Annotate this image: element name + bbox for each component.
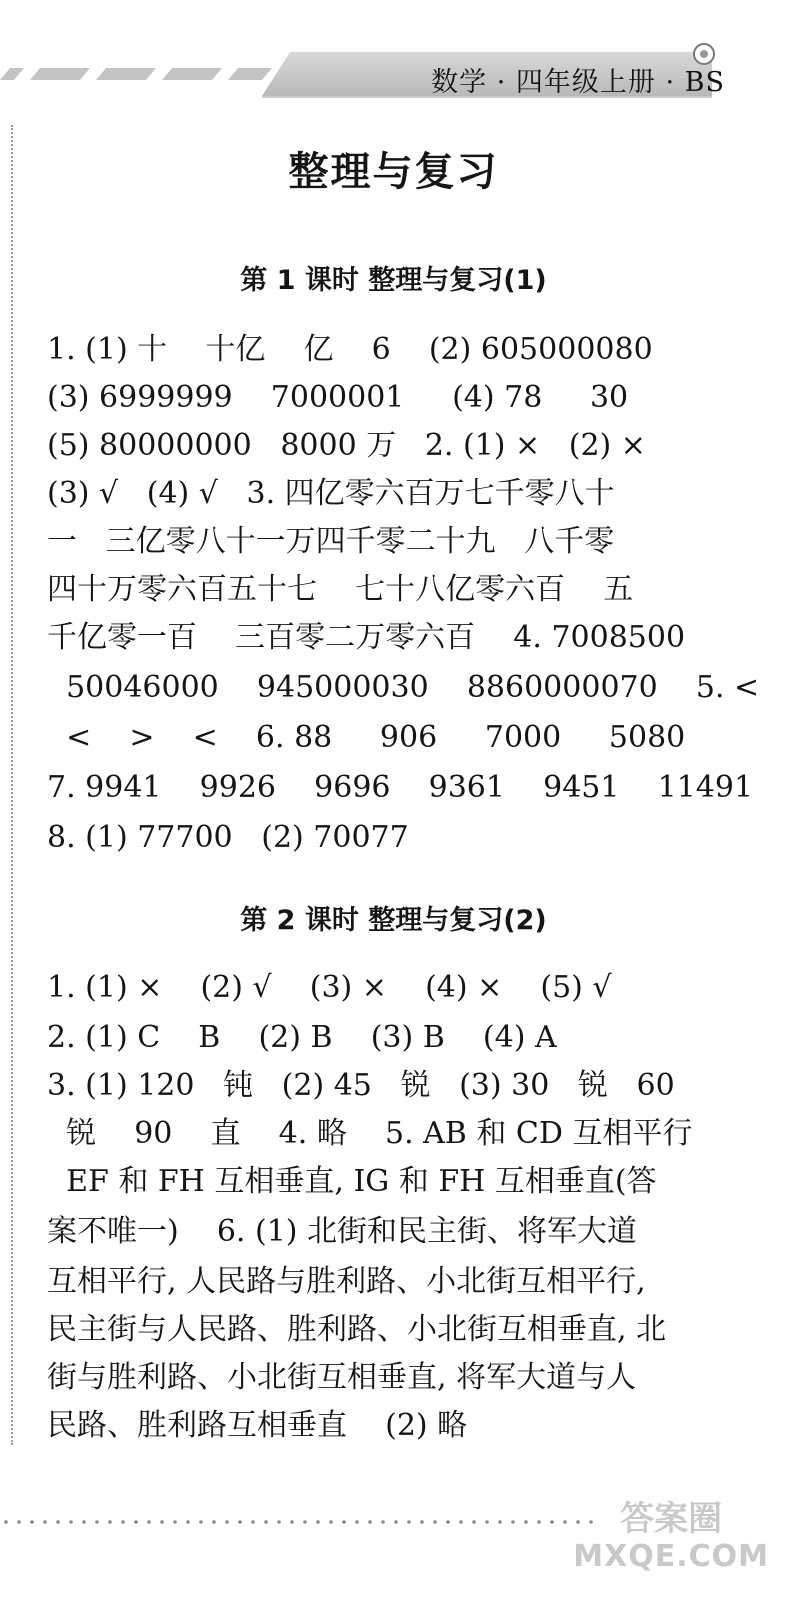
answer-line: EF 和 FH 互相垂直, IG 和 FH 互相垂直(答 [47, 1164, 657, 1199]
answer-line: 案不唯一) 6. (1) 北街和民主街、将军大道 [47, 1214, 638, 1249]
footer-dot [485, 1520, 489, 1524]
footer-dot [290, 1520, 294, 1524]
answer-line: 3. (1) 120 钝 (2) 45 锐 (3) 30 锐 60 [47, 1068, 675, 1103]
footer-dot [121, 1520, 125, 1524]
footer-dot [355, 1520, 359, 1524]
footer-dot [108, 1520, 112, 1524]
answer-line: 一 三亿零八十一万四千零二十九 八千零 [47, 524, 615, 559]
answer-line: (5) 80000000 8000 万 2. (1) × (2) × [47, 428, 646, 463]
footer-dot [316, 1520, 320, 1524]
answer-line: 1. (1) 十 十亿 亿 6 (2) 605000080 [47, 332, 653, 367]
footer-dot [134, 1520, 138, 1524]
footer-dot [30, 1520, 34, 1524]
footer-dot [407, 1520, 411, 1524]
answer-line: < > < 6. 88 906 7000 5080 [47, 720, 686, 755]
watermark-site: MXQE.COM [573, 1539, 769, 1574]
footer-dot [4, 1520, 8, 1524]
footer-dot [43, 1520, 47, 1524]
footer-dot [563, 1520, 567, 1524]
margin-rule [11, 125, 13, 1445]
footer-dot [225, 1520, 229, 1524]
footer-dot [420, 1520, 424, 1524]
section-2-title: 第 2 课时 整理与复习(2) [240, 905, 547, 936]
footer-dot [238, 1520, 242, 1524]
footer-dot [56, 1520, 60, 1524]
footer-dot [82, 1520, 86, 1524]
answer-line: 2. (1) C B (2) B (3) B (4) A [47, 1020, 557, 1055]
footer-dot [147, 1520, 151, 1524]
footer-dot [186, 1520, 190, 1524]
watermark-logo [573, 1500, 769, 1576]
footer-dot [381, 1520, 385, 1524]
answer-line: 街与胜利路、小北街互相垂直, 将军大道与人 [47, 1360, 637, 1395]
footer-dot [524, 1520, 528, 1524]
answer-line: 1. (1) × (2) √ (3) × (4) × (5) √ [47, 970, 612, 1005]
footer-dot [69, 1520, 73, 1524]
answer-line: 民路、胜利路互相垂直 (2) 略 [47, 1408, 468, 1443]
footer-dot [550, 1520, 554, 1524]
answer-line: 锐 90 直 4. 略 5. AB 和 CD 互相平行 [47, 1116, 693, 1151]
book-header: 数学 · 四年级上册 · BS [431, 67, 725, 98]
footer-dot [459, 1520, 463, 1524]
footer-dot [17, 1520, 21, 1524]
footer-dot [433, 1520, 437, 1524]
watermark-main: 答案圈 [620, 1499, 723, 1539]
answer-line: (3) 6999999 7000001 (4) 78 30 [47, 380, 629, 415]
footer-dot [446, 1520, 450, 1524]
footer-dot [251, 1520, 255, 1524]
answer-line: 8. (1) 77700 (2) 70077 [47, 820, 409, 855]
footer-dot [160, 1520, 164, 1524]
footer-dot [537, 1520, 541, 1524]
answer-line: (3) √ (4) √ 3. 四亿零六百万七千零八十 [47, 476, 615, 511]
footer-dot [199, 1520, 203, 1524]
footer-dot [368, 1520, 372, 1524]
footer-dot [511, 1520, 515, 1524]
footer-dot [472, 1520, 476, 1524]
answer-line: 千亿零一百 三百零二万零六百 4. 7008500 [47, 620, 686, 655]
footer-dot [498, 1520, 502, 1524]
footer-dot [277, 1520, 281, 1524]
answer-line: 50046000 945000030 8860000070 5. < [47, 670, 760, 705]
answer-line: 四十万零六百五十七 七十八亿零六百 五 [47, 572, 634, 607]
footer-dot [173, 1520, 177, 1524]
footer-dot [264, 1520, 268, 1524]
section-1-title: 第 1 课时 整理与复习(1) [240, 265, 547, 296]
page-title: 整理与复习 [288, 149, 499, 195]
footer-dot [303, 1520, 307, 1524]
answer-line: 互相平行, 人民路与胜利路、小北街互相平行, [47, 1264, 646, 1299]
footer-dot [95, 1520, 99, 1524]
footer-dot [329, 1520, 333, 1524]
footer-dot [212, 1520, 216, 1524]
answer-line: 民主街与人民路、胜利路、小北街互相垂直, 北 [47, 1312, 667, 1347]
answer-line: 7. 9941 9926 9696 9361 9451 11491 [47, 770, 754, 805]
footer-dot [342, 1520, 346, 1524]
footer-dot [394, 1520, 398, 1524]
